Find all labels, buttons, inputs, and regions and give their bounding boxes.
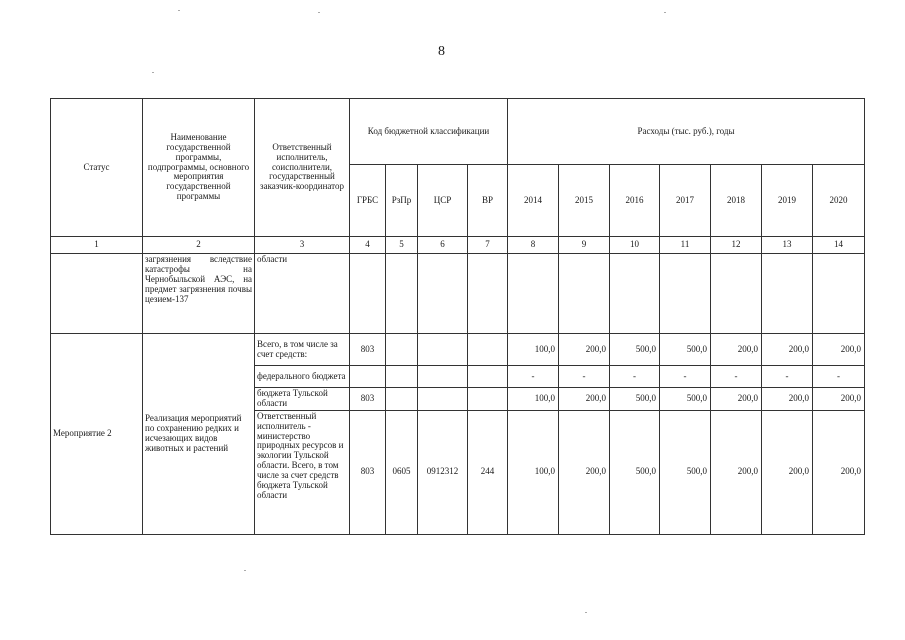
header-expenses: Расходы (тыс. руб.), годы — [508, 99, 865, 165]
row-value: - — [762, 366, 813, 388]
row-vr: 244 — [468, 410, 508, 534]
column-number: 14 — [813, 237, 865, 254]
column-number: 7 — [468, 237, 508, 254]
column-number: 11 — [660, 237, 711, 254]
header-year: 2017 — [660, 165, 711, 237]
column-number: 6 — [418, 237, 468, 254]
column-number-row — [51, 237, 865, 254]
continuation-name: загрязнения вследствие катастрофы на Чернобыльской АЭС, на предмет загрязнения почвы цезием-137 — [143, 254, 255, 334]
header-status: Статус — [51, 99, 143, 237]
header-year: 2015 — [559, 165, 610, 237]
scan-speck — [585, 612, 587, 613]
row-vr — [468, 366, 508, 388]
row-value: 100,0 — [508, 410, 559, 534]
measure-status: Мероприятие 2 — [51, 334, 143, 535]
header-csr: ЦСР — [418, 165, 468, 237]
row-value: - — [660, 366, 711, 388]
column-number: 2 — [143, 237, 255, 254]
measure-name: Реализация мероприятий по сохранению редких и исчезающих видов животных и растений — [143, 334, 255, 535]
header-rzpr: РзПр — [386, 165, 418, 237]
row-value: 100,0 — [508, 334, 559, 366]
header-executor: Ответственный исполнитель, соисполнители, государственный заказчик-координатор — [255, 99, 350, 237]
column-number: 8 — [508, 237, 559, 254]
row-executor: Всего, в том числе за счет средств: — [255, 334, 350, 366]
row-csr: 0912312 — [418, 410, 468, 534]
row-executor: Ответственный исполнитель - министерство природных ресурсов и экологии Тульской области. Всего, в том числе за счет средств бюджета Тульской области — [255, 410, 350, 534]
row-vr — [468, 334, 508, 366]
table-row — [51, 334, 865, 366]
row-value: 100,0 — [508, 388, 559, 411]
row-rzpr — [386, 388, 418, 411]
column-number: 13 — [762, 237, 813, 254]
header-name: Наименование государственной программы, подпрограммы, основного мероприятия государственной программы — [143, 99, 255, 237]
row-value: 200,0 — [559, 410, 610, 534]
row-value: 500,0 — [610, 334, 660, 366]
continuation-executor: области — [255, 254, 350, 334]
row-grbs — [350, 366, 386, 388]
row-rzpr — [386, 366, 418, 388]
header-year: 2018 — [711, 165, 762, 237]
row-value: 500,0 — [610, 388, 660, 411]
row-csr — [418, 334, 468, 366]
row-value: 200,0 — [813, 334, 865, 366]
scan-speck — [318, 12, 320, 13]
row-value: 200,0 — [711, 388, 762, 411]
row-value: - — [813, 366, 865, 388]
row-rzpr — [386, 334, 418, 366]
scan-speck — [152, 72, 154, 73]
row-value: 200,0 — [762, 388, 813, 411]
row-executor: бюджета Тульской области — [255, 388, 350, 411]
row-value: 500,0 — [660, 388, 711, 411]
row-value: 200,0 — [813, 410, 865, 534]
row-value: 500,0 — [660, 334, 711, 366]
row-csr — [418, 388, 468, 411]
row-value: - — [508, 366, 559, 388]
row-csr — [418, 366, 468, 388]
scan-speck — [178, 10, 180, 11]
column-number: 1 — [51, 237, 143, 254]
row-value: - — [610, 366, 660, 388]
column-number: 3 — [255, 237, 350, 254]
column-number: 4 — [350, 237, 386, 254]
page-number: 8 — [438, 44, 445, 59]
header-grbs: ГРБС — [350, 165, 386, 237]
row-vr — [468, 388, 508, 411]
scan-speck — [244, 570, 246, 571]
row-grbs: 803 — [350, 410, 386, 534]
header-vr: ВР — [468, 165, 508, 237]
row-executor: федерального бюджета — [255, 366, 350, 388]
row-value: 200,0 — [762, 410, 813, 534]
row-value: 200,0 — [711, 410, 762, 534]
row-value: 500,0 — [610, 410, 660, 534]
row-value: 200,0 — [559, 334, 610, 366]
row-rzpr: 0605 — [386, 410, 418, 534]
row-value: 500,0 — [660, 410, 711, 534]
header-year: 2020 — [813, 165, 865, 237]
column-number: 12 — [711, 237, 762, 254]
column-number: 5 — [386, 237, 418, 254]
header-budget-code: Код бюджетной классификации — [350, 99, 508, 165]
header-year: 2014 — [508, 165, 559, 237]
budget-table — [50, 98, 865, 535]
row-value: - — [559, 366, 610, 388]
row-value: 200,0 — [762, 334, 813, 366]
row-grbs: 803 — [350, 388, 386, 411]
row-value: 200,0 — [559, 388, 610, 411]
scan-speck — [664, 12, 666, 13]
row-value: - — [711, 366, 762, 388]
row-value: 200,0 — [711, 334, 762, 366]
continuation-row — [51, 254, 865, 334]
column-number: 9 — [559, 237, 610, 254]
row-grbs: 803 — [350, 334, 386, 366]
header-year: 2019 — [762, 165, 813, 237]
header-year: 2016 — [610, 165, 660, 237]
column-number: 10 — [610, 237, 660, 254]
row-value: 200,0 — [813, 388, 865, 411]
